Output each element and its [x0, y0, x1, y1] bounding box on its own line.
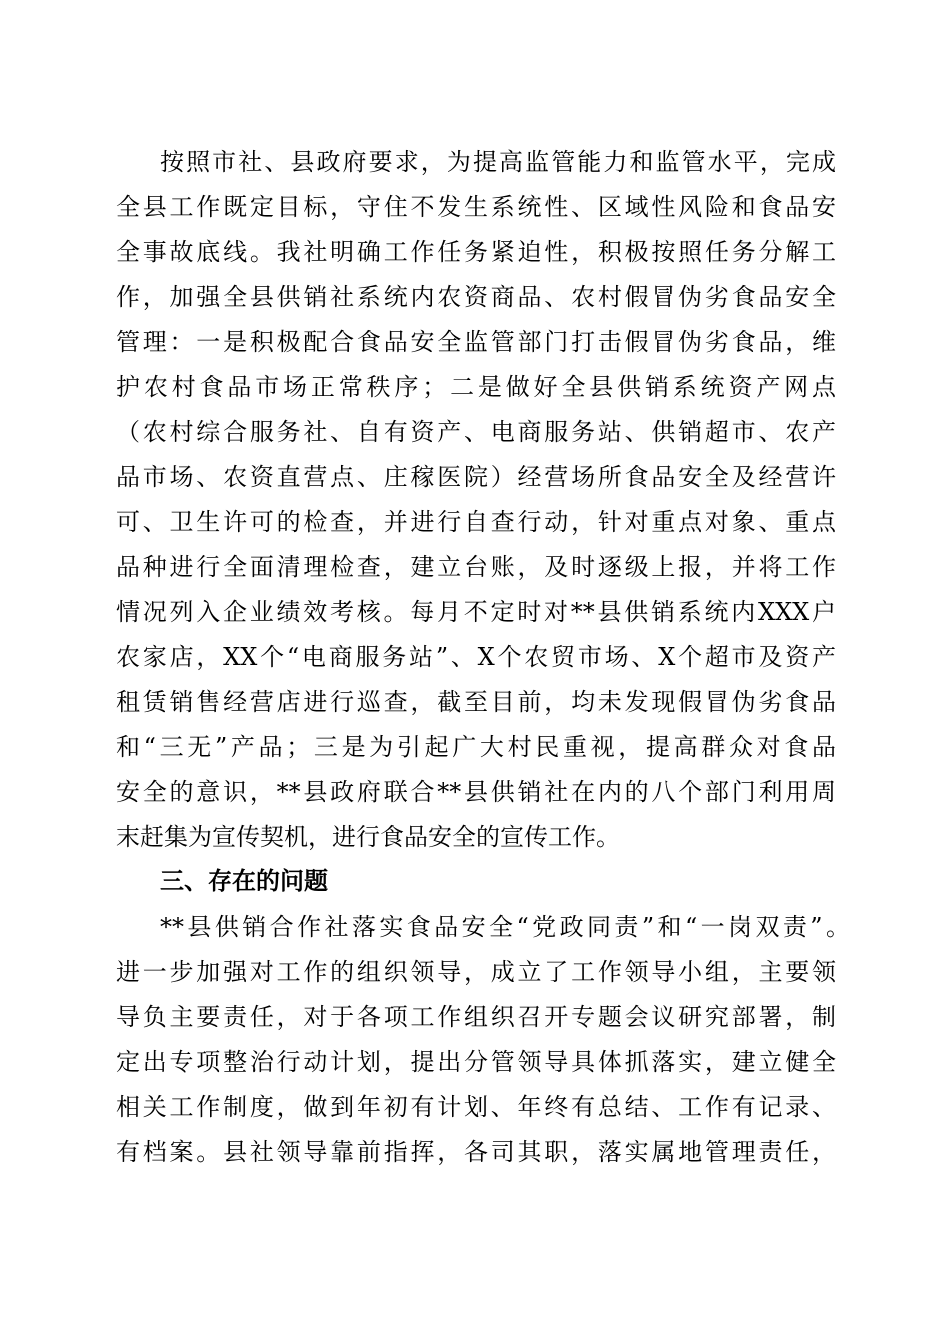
paragraph-1-line-14: 和“三无”产品；三是为引起广大村民重视，提高群众对食品	[116, 733, 836, 761]
paragraph-1-line-5: 管理：一是积极配合食品安全监管部门打击假冒伪劣食品，维	[116, 328, 836, 356]
paragraph-1-line-10: 品种进行全面清理检查，建立台账，及时逐级上报，并将工作	[116, 553, 836, 581]
paragraph-2-line-4: 定出专项整治行动计划，提出分管领导具体抓落实，建立健全	[116, 1048, 836, 1076]
paragraph-1-line-3: 全事故底线。我社明确工作任务紧迫性，积极按照任务分解工	[116, 238, 836, 266]
paragraph-1-line-13: 租赁销售经营店进行巡查，截至目前，均未发现假冒伪劣食品	[116, 688, 836, 716]
paragraph-1-line-4: 作，加强全县供销社系统内农资商品、农村假冒伪劣食品安全	[116, 283, 836, 311]
paragraph-2-line-6: 有档案。县社领导靠前指挥，各司其职，落实属地管理责任，	[116, 1138, 836, 1166]
paragraph-1-line-9: 可、卫生许可的检查，并进行自查行动，针对重点对象、重点	[116, 508, 836, 536]
paragraph-1-line-11: 情况列入企业绩效考核。每月不定时对**县供销系统内XXX户	[116, 598, 836, 626]
paragraph-1-line-15: 安全的意识，**县政府联合**县供销社在内的八个部门利用周	[116, 778, 836, 806]
paragraph-1-line-6: 护农村食品市场正常秩序；二是做好全县供销系统资产网点	[116, 373, 836, 401]
paragraph-1-line-1: 按照市社、县政府要求，为提高监管能力和监管水平，完成	[160, 148, 836, 176]
section-heading: 三、存在的问题	[160, 867, 328, 895]
paragraph-1-line-8: 品市场、农资直营点、庄稼医院）经营场所食品安全及经营许	[116, 463, 836, 491]
paragraph-1-line-16: 末赶集为宣传契机，进行食品安全的宣传工作。	[116, 823, 620, 851]
paragraph-2-line-2: 进一步加强对工作的组织领导，成立了工作领导小组，主要领	[116, 958, 836, 986]
paragraph-1-line-12: 农家店，XX个“电商服务站”、X个农贸市场、X个超市及资产	[116, 643, 836, 671]
paragraph-2-line-5: 相关工作制度，做到年初有计划、年终有总结、工作有记录、	[116, 1093, 836, 1121]
paragraph-1-line-7: （农村综合服务社、自有资产、电商服务站、供销超市、农产	[116, 418, 836, 446]
paragraph-2-line-3: 导负主要责任，对于各项工作组织召开专题会议研究部署，制	[116, 1003, 836, 1031]
paragraph-1-line-2: 全县工作既定目标，守住不发生系统性、区域性风险和食品安	[116, 193, 836, 221]
paragraph-2-line-1: **县供销合作社落实食品安全“党政同责”和“一岗双责”。	[160, 913, 850, 941]
